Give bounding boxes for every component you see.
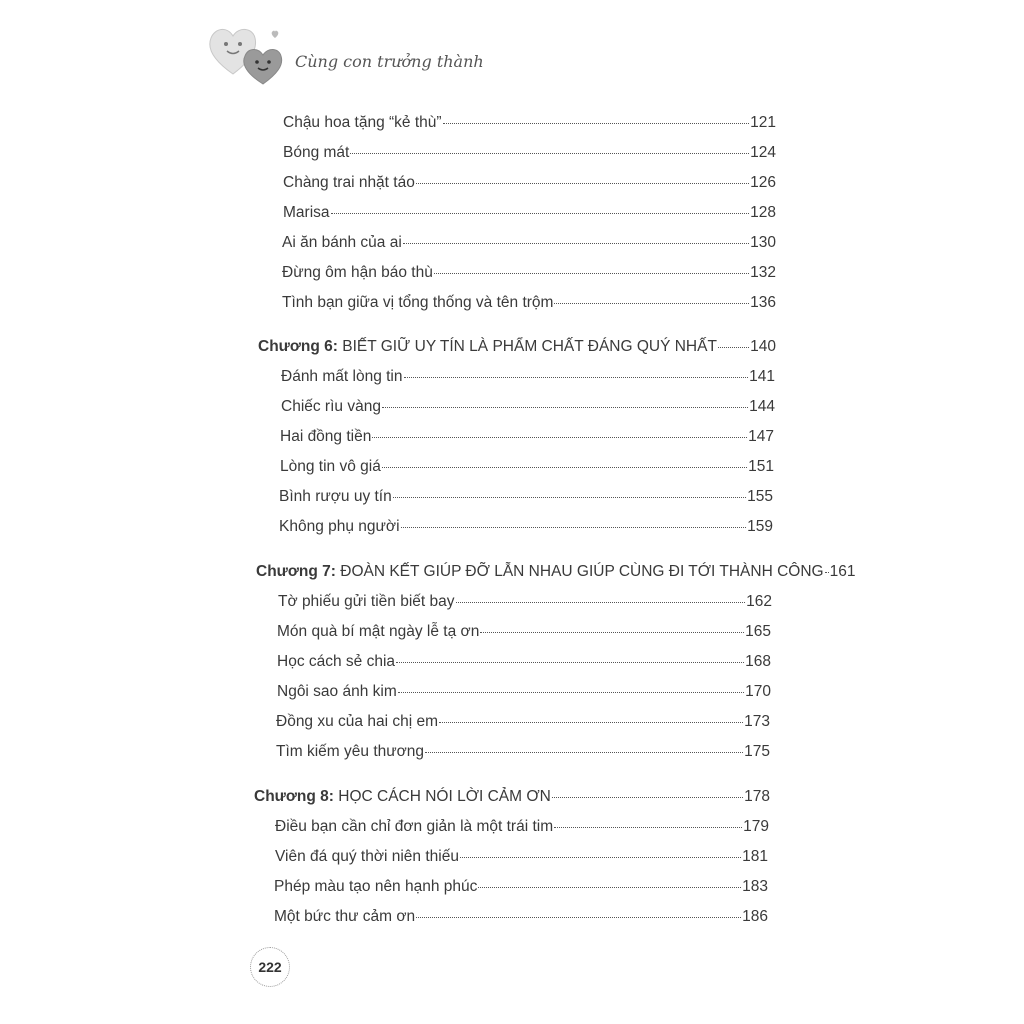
toc-entry[interactable]: [283, 204, 776, 222]
toc-entry-title: Bình rượu uy tín: [279, 488, 392, 505]
toc-entry[interactable]: [276, 713, 770, 731]
toc-entry-title: Chàng trai nhặt táo: [283, 174, 415, 191]
toc-entry-page: 170: [745, 683, 771, 700]
toc-entry-page: 140: [750, 338, 776, 355]
toc-entry-page: 128: [750, 204, 776, 221]
toc-entry-title: Chậu hoa tặng “kẻ thù”: [283, 114, 442, 131]
toc-entry-title: Marisa: [283, 204, 330, 221]
toc-entry-title: Viên đá quý thời niên thiếu: [275, 848, 459, 865]
chapter-label: Chương 6:: [258, 338, 338, 355]
toc-entry-page: 186: [742, 908, 768, 925]
dot-leader: [825, 572, 829, 573]
toc-entry-title: Đừng ôm hận báo thù: [282, 264, 433, 281]
toc-entry[interactable]: [280, 428, 774, 446]
dot-leader: [480, 632, 744, 633]
dot-leader: [456, 602, 746, 603]
chapter-title: HỌC CÁCH NÓI LỜI CẢM ƠN: [338, 788, 551, 805]
chapter-title: BIẾT GIỮ UY TÍN LÀ PHẨM CHẤT ĐÁNG QUÝ NHẤT: [342, 338, 717, 355]
toc-entry[interactable]: [279, 488, 773, 506]
toc-chapter-7[interactable]: [256, 563, 856, 581]
dot-leader: [416, 183, 749, 184]
dot-leader: [460, 857, 741, 858]
toc-entry-page: 141: [749, 368, 775, 385]
toc-entry-page: 179: [743, 818, 769, 835]
toc-entry-title: Ngôi sao ánh kim: [277, 683, 397, 700]
toc-entry[interactable]: [276, 743, 770, 761]
toc-entry-title: Bóng mát: [283, 144, 350, 161]
toc-entry-page: 132: [750, 264, 776, 281]
toc-entry[interactable]: [277, 623, 771, 641]
toc-entry-page: 181: [742, 848, 768, 865]
toc-entry-title: Không phụ người: [279, 518, 400, 535]
toc-entry-page: 136: [750, 294, 776, 311]
toc-entry[interactable]: [280, 458, 774, 476]
toc-entry[interactable]: [279, 518, 773, 536]
toc-entry[interactable]: [277, 653, 771, 671]
toc-entry[interactable]: [283, 144, 776, 162]
toc-entry[interactable]: [281, 368, 775, 386]
toc-entry-page: 173: [744, 713, 770, 730]
running-header: [205, 22, 605, 92]
toc-entry-page: 159: [747, 518, 773, 535]
toc-entry-title: Tờ phiếu gửi tiền biết bay: [278, 593, 455, 610]
dot-leader: [425, 752, 743, 753]
toc-chapter-6[interactable]: [258, 338, 776, 356]
toc-entry-title: Điều bạn cần chỉ đơn giản là một trái tim: [275, 818, 554, 835]
toc-entry-page: 147: [748, 428, 774, 445]
chapter-label: Chương 7:: [256, 563, 336, 580]
toc-entry-page: 175: [744, 743, 770, 760]
toc-entry[interactable]: [275, 848, 768, 866]
toc-entry[interactable]: [282, 294, 776, 312]
dot-leader: [403, 243, 749, 244]
toc-entry-page: 151: [748, 458, 774, 475]
dot-leader: [443, 123, 750, 124]
toc-entry-page: 168: [745, 653, 771, 670]
dot-leader: [396, 662, 744, 663]
toc-entry[interactable]: [283, 114, 776, 132]
dot-leader: [439, 722, 743, 723]
dot-leader: [401, 527, 747, 528]
toc-entry[interactable]: [277, 683, 771, 701]
toc-entry-page: 161: [829, 563, 856, 580]
hearts-icon: [205, 22, 295, 92]
toc-entry-title: Tìm kiếm yêu thương: [276, 743, 425, 760]
dot-leader: [350, 153, 749, 154]
toc-entry-page: 121: [750, 114, 776, 131]
dot-leader: [478, 887, 741, 888]
toc-entry-title: Ai ăn bánh của ai: [282, 234, 402, 251]
toc-entry-title: Tình bạn giữa vị tổng thống và tên trộm: [282, 294, 554, 311]
toc-entry-title: Món quà bí mật ngày lễ tạ ơn: [277, 623, 480, 640]
dot-leader: [554, 303, 749, 304]
toc-entry-title: Chiếc rìu vàng: [281, 398, 381, 415]
toc-entry-title: Đánh mất lòng tin: [281, 368, 403, 385]
toc-entry[interactable]: [281, 398, 775, 416]
toc-entry-page: 126: [750, 174, 776, 191]
dot-leader: [382, 467, 747, 468]
toc-entry[interactable]: [282, 234, 776, 252]
toc-entry-title: Một bức thư cảm ơn: [274, 908, 416, 925]
toc-entry-title: Phép màu tạo nên hạnh phúc: [274, 878, 478, 895]
header-title: Cùng con trưởng thành: [295, 52, 484, 71]
toc-entry-page: 178: [744, 788, 770, 805]
toc-entry[interactable]: [283, 174, 776, 192]
dot-leader: [398, 692, 744, 693]
toc-entry-page: 144: [749, 398, 775, 415]
dot-leader: [416, 917, 741, 918]
toc-entry-page: 162: [746, 593, 772, 610]
toc-chapter-8[interactable]: [254, 788, 770, 806]
dot-leader: [552, 797, 743, 798]
chapter-title: ĐOÀN KẾT GIÚP ĐỠ LẪN NHAU GIÚP CÙNG ĐI TỚI THÀNH CÔNG: [340, 563, 824, 580]
dot-leader: [382, 407, 748, 408]
page-number: 222: [250, 947, 290, 987]
toc-entry-page: 183: [742, 878, 768, 895]
dot-leader: [718, 347, 749, 348]
dot-leader: [393, 497, 746, 498]
toc-entry[interactable]: [278, 593, 772, 611]
dot-leader: [434, 273, 749, 274]
dot-leader: [554, 827, 742, 828]
dot-leader: [404, 377, 749, 378]
toc-entry[interactable]: [274, 878, 768, 896]
toc-entry-title: Hai đồng tiền: [280, 428, 372, 445]
toc-entry-page: 124: [750, 144, 776, 161]
dot-leader: [331, 213, 750, 214]
toc-entry[interactable]: [275, 818, 769, 836]
toc-entry-title: Lòng tin vô giá: [280, 458, 381, 475]
dot-leader: [372, 437, 747, 438]
toc-entry[interactable]: [274, 908, 768, 926]
toc-entry-page: 130: [750, 234, 776, 251]
toc-entry-title: Học cách sẻ chia: [277, 653, 396, 670]
toc-entry[interactable]: [282, 264, 776, 282]
toc-entry-page: 165: [745, 623, 771, 640]
toc-entry-title: Đồng xu của hai chị em: [276, 713, 438, 730]
chapter-label: Chương 8:: [254, 788, 334, 805]
toc-entry-page: 155: [747, 488, 773, 505]
